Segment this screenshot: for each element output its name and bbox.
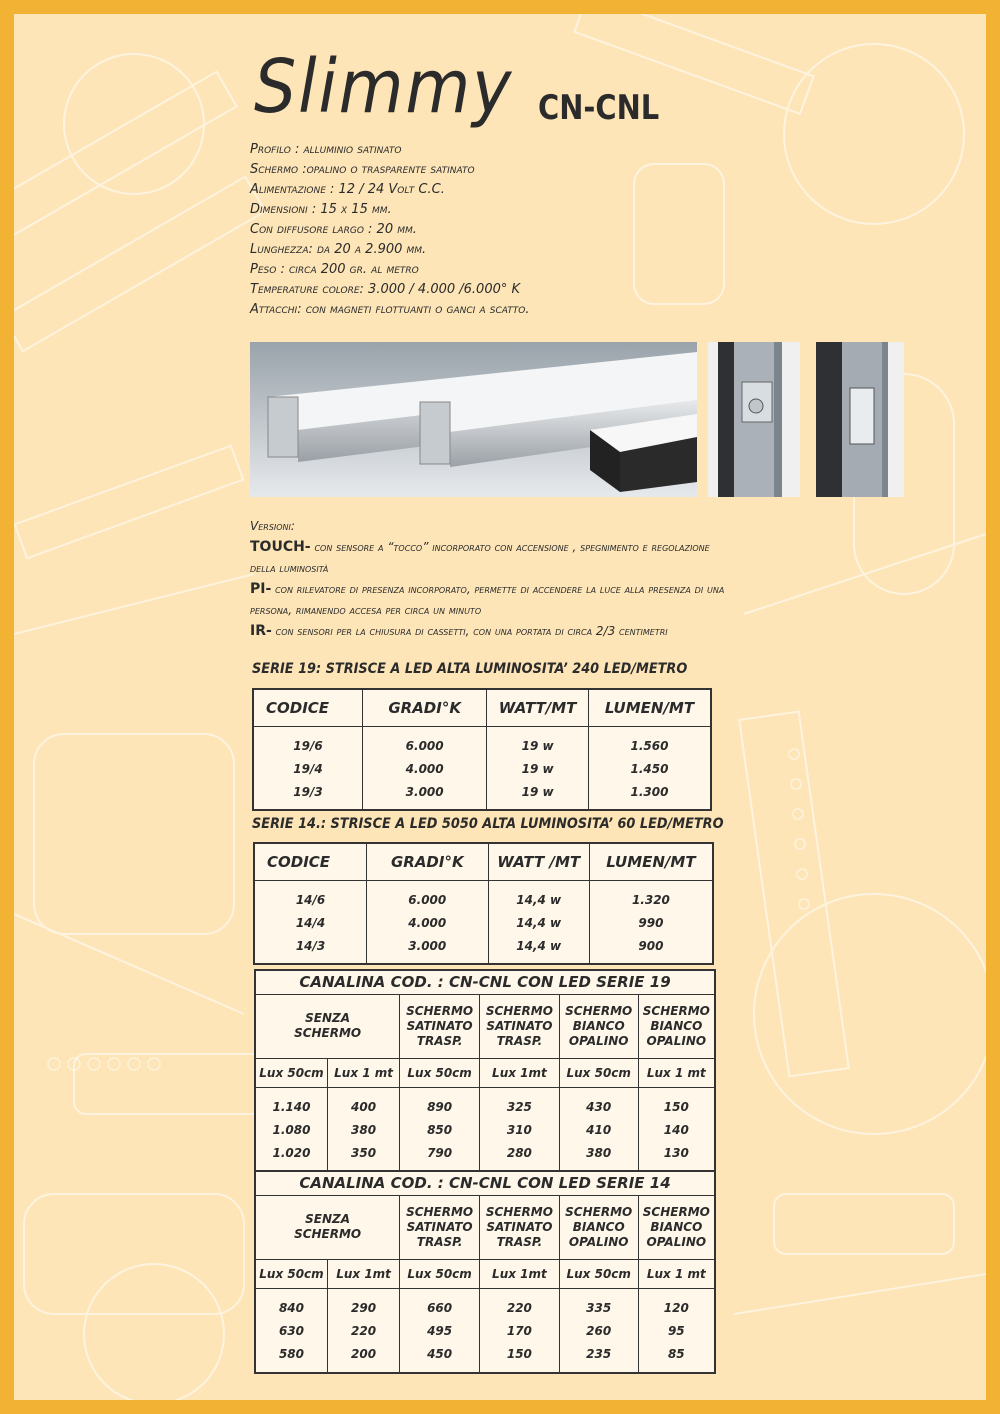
group-opalino-50 [559, 1195, 638, 1259]
group-line: BIANCO [650, 1018, 703, 1033]
lux-cell: 150 [480, 1343, 560, 1373]
version-touch-text: con sensore a “tocco” incorporato con accensione , spegnimento e regolazione [310, 540, 710, 554]
lux-header: Lux 1 mt [327, 1058, 399, 1087]
group-opalino-1m [638, 994, 715, 1058]
canalina19-caption: CANALINA COD. : CN-CNL CON LED SERIE 19 [255, 970, 715, 994]
lux-cell: 335 [559, 1288, 638, 1319]
canalina14-table [254, 1170, 716, 1374]
lux-cell: 400 [327, 1087, 399, 1118]
header-lumen: LUMEN/MT [588, 689, 711, 726]
lux-cell: 430 [559, 1087, 638, 1118]
serie19-title: SERIE 19: STRISCE A LED ALTA LUMINOSITA’ 240 LED/METRO [252, 661, 688, 677]
table-row [254, 935, 713, 964]
version-touch-cont: della luminosità [250, 561, 329, 575]
group-satinato-50 [400, 1195, 480, 1259]
spec-weight: Peso : circa 200 gr. al metro [250, 262, 419, 277]
group-line: SCHERMO [294, 1026, 362, 1040]
table-row [255, 1343, 715, 1373]
group-line: TRASP. [416, 1234, 463, 1249]
lux-cell: 170 [480, 1319, 560, 1343]
header-gradi: GRADI°K [367, 843, 488, 880]
lux-cell: 850 [400, 1118, 480, 1142]
lux-cell: 220 [480, 1288, 560, 1319]
cell-code: 19/4 [253, 757, 363, 781]
version-pi [250, 579, 910, 600]
group-satinato-1m [480, 994, 560, 1058]
group-line: SCHERMO [642, 1204, 710, 1219]
group-line: TRASP. [496, 1033, 543, 1048]
cell-code: 19/6 [253, 726, 363, 757]
table-row [253, 757, 711, 781]
lux-header-row [255, 1058, 715, 1087]
group-line: BIANCO [650, 1219, 703, 1234]
lux-cell: 150 [638, 1087, 715, 1118]
lux-cell: 325 [480, 1087, 560, 1118]
group-line: BIANCO [572, 1219, 625, 1234]
table-row [254, 880, 713, 911]
cell-lumen: 1.450 [588, 757, 711, 781]
header-watt: WATT/MT [487, 689, 589, 726]
version-ir-key: IR- [250, 623, 272, 639]
lux-header: Lux 1mt [480, 1058, 560, 1087]
spec-dimensions: Dimensioni : 15 x 15 mm. [250, 202, 392, 217]
lux-cell: 130 [638, 1142, 715, 1172]
group-line: OPALINO [646, 1033, 707, 1048]
spec-mounting: Attacchi: con magneti flottuanti o ganci a scatto. [250, 302, 530, 317]
version-ir [250, 621, 910, 642]
table-header-row [253, 689, 711, 726]
lux-cell: 95 [638, 1319, 715, 1343]
group-line: SENZA [305, 1011, 351, 1025]
lux-cell: 310 [480, 1118, 560, 1142]
header-gradi: GRADI°K [363, 689, 487, 726]
cell-kelvin: 3.000 [363, 781, 487, 810]
cell-code: 14/4 [254, 911, 367, 935]
group-line: OPALINO [646, 1234, 707, 1249]
lux-cell: 220 [327, 1319, 399, 1343]
lux-header: Lux 1 mt [638, 1058, 715, 1087]
lux-header: Lux 50cm [255, 1259, 327, 1288]
cell-watt: 19 w [487, 757, 589, 781]
cell-watt: 14,4 w [488, 880, 589, 911]
caption-row [255, 1171, 715, 1195]
cell-kelvin: 6.000 [363, 726, 487, 757]
lux-header: Lux 50cm [559, 1259, 638, 1288]
group-line: TRASP. [416, 1033, 463, 1048]
versions-section [250, 516, 910, 642]
lux-cell: 450 [400, 1343, 480, 1373]
table-row [254, 911, 713, 935]
header-codice: CODICE [254, 843, 367, 880]
lux-cell: 790 [400, 1142, 480, 1172]
group-line: SATINATO [486, 1018, 553, 1033]
profile-photo [250, 342, 697, 497]
lux-cell: 235 [559, 1343, 638, 1373]
cell-lumen: 1.320 [589, 880, 713, 911]
table-row [255, 1288, 715, 1319]
header-codice: CODICE [253, 689, 363, 726]
group-header-row [255, 994, 715, 1058]
header-lumen: LUMEN/MT [589, 843, 713, 880]
cell-kelvin: 4.000 [363, 757, 487, 781]
magnet-clip-photo [708, 342, 800, 497]
lux-cell: 660 [400, 1288, 480, 1319]
cell-watt: 14,4 w [488, 935, 589, 964]
catalog-page [14, 14, 986, 1400]
lux-cell: 580 [255, 1343, 327, 1373]
group-line: SCHERMO [642, 1003, 710, 1018]
table-row [255, 1319, 715, 1343]
group-line: SATINATO [406, 1219, 473, 1234]
cell-watt: 19 w [487, 726, 589, 757]
group-line: SCHERMO [565, 1003, 633, 1018]
group-line: SCHERMO [294, 1227, 362, 1241]
serie14-table [253, 842, 714, 965]
header-watt: WATT /MT [488, 843, 589, 880]
lux-cell: 630 [255, 1319, 327, 1343]
lux-cell: 1.020 [255, 1142, 327, 1172]
group-satinato-50 [400, 994, 480, 1058]
cell-kelvin: 4.000 [367, 911, 488, 935]
group-line: SCHERMO [485, 1003, 553, 1018]
lux-cell: 495 [400, 1319, 480, 1343]
cell-watt: 19 w [487, 781, 589, 810]
model-code: CN-CNL [538, 88, 660, 128]
table-row [253, 726, 711, 757]
cell-lumen: 1.300 [588, 781, 711, 810]
caption-row [255, 970, 715, 994]
cell-code: 14/6 [254, 880, 367, 911]
lux-cell: 260 [559, 1319, 638, 1343]
spec-profile: Profilo : alluminio satinato [250, 142, 402, 157]
table-row [253, 781, 711, 810]
brand-name: Slimmy [254, 44, 514, 130]
lux-cell: 140 [638, 1118, 715, 1142]
serie14-title: SERIE 14.: STRISCE A LED 5050 ALTA LUMINOSITA’ 60 LED/METRO [252, 816, 724, 832]
spec-length: Lunghezza: da 20 a 2.900 mm. [250, 242, 427, 257]
spec-list [250, 140, 950, 320]
table-header-row [254, 843, 713, 880]
group-line: SCHERMO [406, 1003, 474, 1018]
lux-cell: 120 [638, 1288, 715, 1319]
lux-header-row [255, 1259, 715, 1288]
cell-code: 14/3 [254, 935, 367, 964]
versions-title: Versioni: [250, 519, 295, 533]
group-header-row [255, 1195, 715, 1259]
lux-cell: 85 [638, 1343, 715, 1373]
lux-header: Lux 1 mt [638, 1259, 715, 1288]
version-ir-text: con sensori per la chiusura di cassetti, con una portata di circa 2/3 centimetri [271, 624, 668, 638]
version-pi-text: con rilevatore di presenza incorporato, permette di accendere la luce alla presenza di una [271, 582, 725, 596]
group-senza-schermo [255, 1195, 400, 1259]
group-line: BIANCO [572, 1018, 625, 1033]
spec-diffuser: Con diffusore largo : 20 mm. [250, 222, 417, 237]
group-line: SCHERMO [406, 1204, 474, 1219]
group-senza-schermo [255, 994, 400, 1058]
version-pi-cont: persona, rimanendo accesa per circa un minuto [250, 603, 482, 617]
group-opalino-50 [559, 994, 638, 1058]
group-line: SENZA [305, 1212, 351, 1226]
spec-power: Alimentazione : 12 / 24 Volt C.C. [250, 182, 445, 197]
group-line: SCHERMO [485, 1204, 553, 1219]
group-line: SATINATO [486, 1219, 553, 1234]
lux-cell: 1.080 [255, 1118, 327, 1142]
lux-cell: 200 [327, 1343, 399, 1373]
lux-cell: 410 [559, 1118, 638, 1142]
cell-code: 19/3 [253, 781, 363, 810]
table-row [255, 1142, 715, 1172]
canalina14-caption: CANALINA COD. : CN-CNL CON LED SERIE 14 [255, 1171, 715, 1195]
group-line: OPALINO [568, 1234, 629, 1249]
canalina19-table [254, 969, 716, 1173]
lux-header: Lux 50cm [400, 1058, 480, 1087]
lux-header: Lux 1mt [480, 1259, 560, 1288]
cell-lumen: 900 [589, 935, 713, 964]
lux-header: Lux 1mt [327, 1259, 399, 1288]
lux-cell: 840 [255, 1288, 327, 1319]
snap-hook-photo [816, 342, 904, 497]
lux-cell: 350 [327, 1142, 399, 1172]
serie19-table [252, 688, 712, 811]
cell-lumen: 1.560 [588, 726, 711, 757]
group-satinato-1m [480, 1195, 560, 1259]
spec-color-temp: Temperature colore: 3.000 / 4.000 /6.000° K [250, 282, 521, 297]
group-line: OPALINO [568, 1033, 629, 1048]
version-pi-key: PI- [250, 581, 272, 597]
table-row [255, 1118, 715, 1142]
cell-watt: 14,4 w [488, 911, 589, 935]
cell-kelvin: 3.000 [367, 935, 488, 964]
group-opalino-1m [638, 1195, 715, 1259]
group-line: SATINATO [406, 1018, 473, 1033]
lux-cell: 380 [559, 1142, 638, 1172]
table-row [255, 1087, 715, 1118]
spec-screen: Schermo :opalino o trasparente satinato [250, 162, 475, 177]
lux-cell: 290 [327, 1288, 399, 1319]
cell-lumen: 990 [589, 911, 713, 935]
lux-cell: 1.140 [255, 1087, 327, 1118]
lux-cell: 890 [400, 1087, 480, 1118]
cell-kelvin: 6.000 [367, 880, 488, 911]
version-touch [250, 537, 910, 558]
version-touch-key: TOUCH- [250, 539, 311, 555]
lux-header: Lux 50cm [400, 1259, 480, 1288]
lux-header: Lux 50cm [255, 1058, 327, 1087]
lux-cell: 380 [327, 1118, 399, 1142]
lux-header: Lux 50cm [559, 1058, 638, 1087]
group-line: SCHERMO [565, 1204, 633, 1219]
lux-cell: 280 [480, 1142, 560, 1172]
group-line: TRASP. [496, 1234, 543, 1249]
